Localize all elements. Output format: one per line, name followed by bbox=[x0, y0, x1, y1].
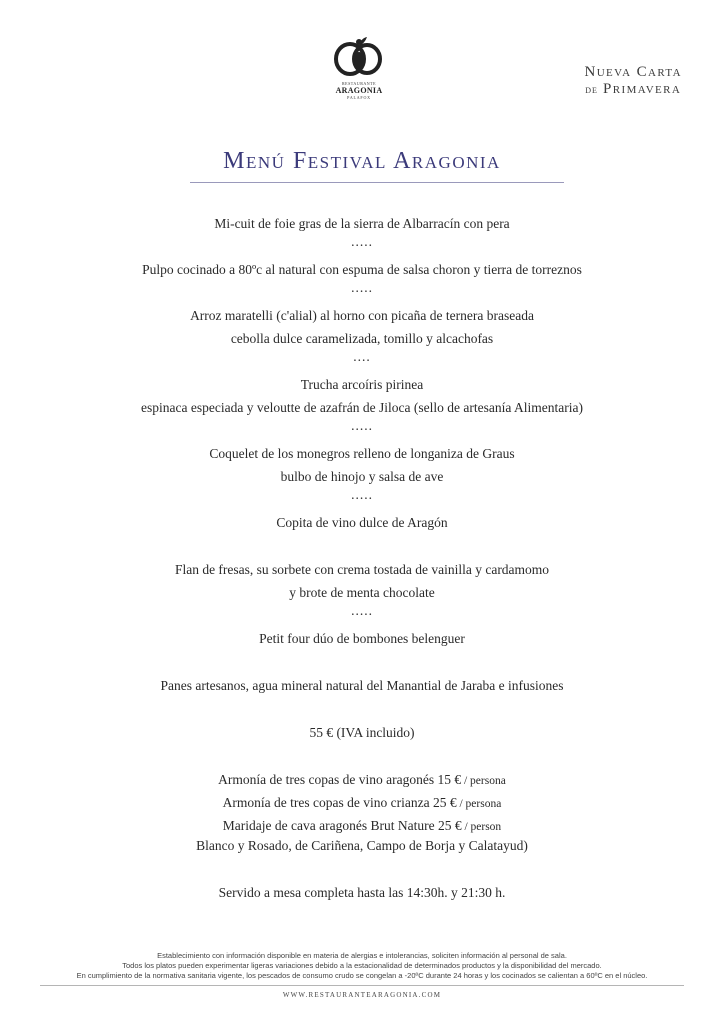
footer-divider bbox=[40, 985, 684, 986]
course-separator: .... bbox=[353, 349, 371, 364]
course-separator: ..... bbox=[351, 487, 373, 502]
course-line: Pulpo cocinado a 80ºc al natural con espuma de salsa choron y tierra de torreznos bbox=[142, 262, 582, 277]
course-line: Flan de fresas, su sorbete con crema tostada de vainilla y cardamomo bbox=[174, 562, 550, 577]
course-separator: ..... bbox=[351, 603, 373, 618]
course-separator: ..... bbox=[351, 418, 373, 433]
spacer bbox=[0, 534, 724, 558]
pairing-line bbox=[0, 791, 724, 814]
course-line: Petit four dúo de bombones belenguer bbox=[259, 631, 465, 646]
pairing-text: Armonía de tres copas de vino aragonés 15 € bbox=[218, 772, 462, 787]
service-line: Servido a mesa completa hasta las 14:30h. y 21:30 h. bbox=[218, 885, 506, 900]
season-label-line2 bbox=[584, 81, 682, 99]
pairing-unit: / persona bbox=[456, 798, 502, 810]
course-line: cebolla dulce caramelizada, tomillo y alcachofas bbox=[230, 331, 494, 346]
logo-text-restaurante: RESTAURANTE bbox=[341, 81, 377, 86]
spacer bbox=[0, 650, 724, 674]
legal-footer bbox=[0, 951, 724, 981]
pairing-text: Maridaje de cava aragonés Brut Nature 25 € bbox=[222, 818, 462, 833]
spacer bbox=[0, 697, 724, 721]
price-line: 55 € (IVA incluido) bbox=[309, 725, 415, 740]
course-line: espinaca especiada y veloutte de azafrán de Jiloca (sello de artesanía Alimentaria) bbox=[141, 400, 583, 415]
menu-body bbox=[0, 212, 724, 904]
season-label bbox=[584, 64, 682, 99]
season-label-de: de bbox=[585, 84, 598, 96]
course-line: Arroz maratelli (c'alial) al horno con picaña de ternera braseada bbox=[190, 308, 534, 323]
course-line: Coquelet de los monegros relleno de longaniza de Graus bbox=[209, 446, 515, 461]
pairing-line bbox=[0, 814, 724, 837]
menu-title: Menú Festival Aragonia bbox=[223, 148, 501, 174]
pairing-text: Armonía de tres copas de vino crianza 25 € bbox=[222, 795, 457, 810]
spacer bbox=[0, 857, 724, 881]
footer-line: Todos los platos pueden experimentar ligeras variaciones debido a la estacionalidad de determinados productos y la disponibilidad del mercado. bbox=[122, 961, 602, 970]
pairing-unit: / person bbox=[461, 821, 502, 833]
course-line: Trucha arcoíris pirinea bbox=[300, 377, 424, 392]
course-line: y brote de menta chocolate bbox=[289, 585, 435, 600]
restaurant-logo bbox=[326, 34, 392, 114]
course-line: Copita de vino dulce de Aragón bbox=[276, 515, 448, 530]
logo-emblem-icon bbox=[329, 34, 389, 80]
footer-line: En cumplimiento de la normativa sanitaria vigente, los pescados de consumo crudo se congelan a -20ºC durante 24 horas y los cocinados se calientan a 60ºC en el núcleo. bbox=[76, 971, 648, 980]
pairing-unit: / persona bbox=[461, 775, 506, 787]
season-label-line1: Nueva Carta bbox=[584, 64, 682, 80]
course-line: bulbo de hinojo y salsa de ave bbox=[280, 469, 444, 484]
pairing-line bbox=[0, 768, 724, 791]
website-link[interactable]: WWW.RESTAURANTEARAGONIA.COM bbox=[282, 991, 442, 999]
spacer bbox=[0, 744, 724, 768]
pairing-note: Blanco y Rosado, de Cariñena, Campo de Borja y Calatayud) bbox=[196, 838, 528, 853]
course-separator: ..... bbox=[351, 280, 373, 295]
logo-text-aragonia: ARAGONIA bbox=[335, 86, 383, 95]
title-divider bbox=[190, 182, 564, 183]
extras-line: Panes artesanos, agua mineral natural del Manantial de Jaraba e infusiones bbox=[160, 678, 564, 693]
logo-text-palafox: PALAFOX bbox=[347, 95, 371, 100]
course-separator: ..... bbox=[351, 234, 373, 249]
course-line: Mi-cuit de foie gras de la sierra de Albarracín con pera bbox=[214, 216, 510, 231]
footer-line: Establecimiento con información disponible en materia de alergias e intolerancias, soliciten información al personal de sala. bbox=[157, 951, 567, 960]
season-label-primavera: Primavera bbox=[603, 81, 682, 97]
